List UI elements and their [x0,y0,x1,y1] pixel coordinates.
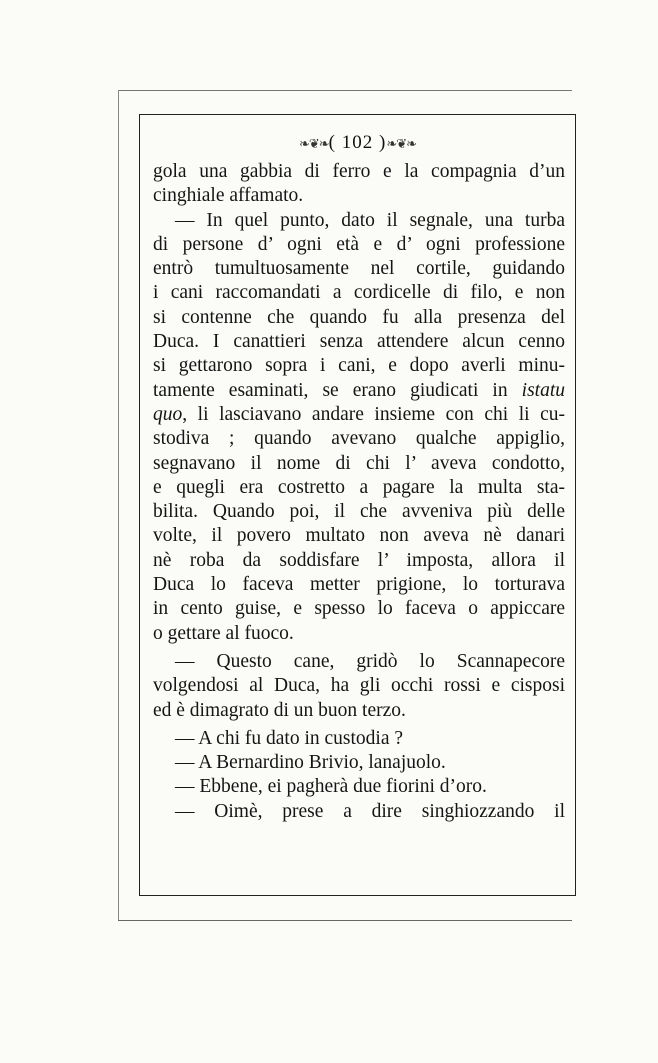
text-line: volte, il povero multato non aveva nè danari [153,525,565,547]
text-line: cinghiale affamato. [153,185,304,207]
text-line: — Oimè, prese a dire singhiozzando il [175,800,565,822]
page-number: ( 102 ) [328,132,387,153]
text-line: e quegli era costretto a pagare la multa sta- [153,476,565,498]
body-text [153,160,565,824]
text-line: entrò tumultuosamente nel cortile, guidando [153,258,565,280]
text-line: di persone d’ ogni età e d’ ogni professione [153,233,565,255]
page-frame-left [118,90,119,920]
page-frame-bottom [118,920,572,921]
text-line: — In quel punto, dato il segnale, una turba [175,209,565,231]
text-segment: tamente esaminati, se erano giudicati in [153,379,508,401]
text-line: segnavano il nome di chi l’ aveva condotto, [153,452,565,474]
text-line: Duca lo faceva metter prigione, lo torturava [153,574,565,596]
text-box [139,114,576,896]
text-segment: , li lasciavano andare insieme con chi li cu- [182,403,565,425]
italic-word: quo [153,403,183,425]
page-frame-top [118,90,572,91]
text-line: bilita. Quando poi, il che avveniva più delle [153,501,565,523]
text-line: o gettare al fuoco. [153,622,294,644]
text-line: i cani raccomandati a cordicelle di filo, e non [153,282,565,304]
text-line: — Ebbene, ei pagherà due fiorini d’oro. [175,776,487,798]
ornament-right-icon: ❧❦❧ [386,135,417,151]
text-line: volgendosi al Duca, ha gli occhi rossi e cisposi [153,675,565,697]
text-line: si gettarono sopra i cani, e dopo averli minu- [153,355,565,377]
text-line-with-italic [153,403,565,427]
text-line: — Questo cane, gridò lo Scannapecore [175,650,565,672]
text-line: stodiva ; quando avevano qualche appiglio, [153,428,565,450]
italic-word: istatu [521,379,566,401]
text-line: gola una gabbia di ferro e la compagnia d’un [153,161,565,182]
text-line: nè roba da soddisfare l’ imposta, allora il [153,549,565,571]
text-line: ed è dimagrato di un buon terzo. [153,699,406,721]
text-line: si contenne che quando fu alla presenza del [153,306,565,328]
text-line-with-italic [153,379,565,403]
text-line: — A chi fu dato in custodia ? [175,727,404,749]
running-header [140,132,575,154]
text-line: Duca. I canattieri senza attendere alcun cenno [153,331,565,353]
text-line: — A Bernardino Brivio, lanajuolo. [175,752,446,774]
ornament-left-icon: ❧❦❧ [298,135,329,151]
text-line: in cento guise, e spesso lo faceva o appiccare [153,598,565,620]
